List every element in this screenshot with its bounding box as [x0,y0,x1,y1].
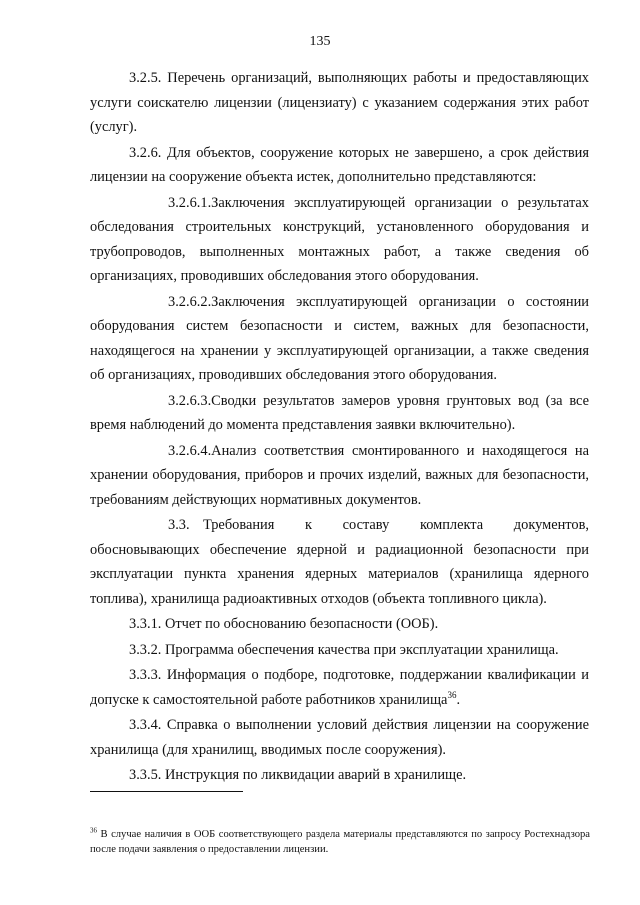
paragraph-3-3 [90,513,589,611]
footnote [90,827,590,857]
document-body [90,66,589,788]
paragraph-text: Требования к составу комплекта документов, обосновывающих обеспечение ядерной и радиационной безопасности при эксплуатации пункта хранения ядерных материалов (хранилища ядерного топлива), хранилища радиоактивных отходов (объекта топливного цикла). [90,517,589,607]
paragraph-3-2-6-2 [90,290,589,388]
paragraph-text: Заключения эксплуатирующей организации о результатах обследования строительных конструкций, установленного оборудования и трубопроводов, выполненных монтажных работ, а также сведения об организациях, проводивших обследования этого оборудования. [90,194,589,284]
paragraph-text: Сводки результатов замеров уровня грунтовых вод (за все время наблюдений до момента представления заявки включительно). [90,392,589,433]
paragraph-number: 3.3. [168,517,190,533]
paragraph-3-3-1: 3.3.1. Отчет по обоснованию безопасности (ООБ). [129,616,439,632]
paragraph-3-2-6: 3.2.6. Для объектов, сооружение которых не завершено, а срок действия лицензии на сооружение объекта истек, дополнительно представляются: [90,144,589,185]
paragraph-tail: . [456,691,461,708]
paragraph-number: 3.2.6.2. [168,293,212,310]
footnote-text: В случае наличия в ООБ соответствующего раздела материалы представляются по запросу Ростехнадзора после подачи заявления о предоставлении лицензии. [90,829,590,855]
paragraph-number: 3.2.6.1. [168,194,212,211]
page-number: 135 [309,34,331,49]
footnote-marker: 36 [90,826,97,835]
paragraph-3-3-3 [90,663,589,712]
paragraph-text: 3.3.3. Информация о подборе, подготовке, поддержании квалификации и допуске к самостоятельной работе работников хранилища [90,667,589,708]
paragraph-3-3-4: 3.3.4. Справка о выполнении условий действия лицензии на сооружение хранилища (для хранилищ, вводимых после сооружения). [90,717,589,758]
paragraph-3-3-5: 3.3.5. Инструкция по ликвидации аварий в хранилище. [129,767,467,783]
paragraph-number: 3.2.6.4. [168,442,212,459]
paragraph-3-2-6-3 [90,389,589,438]
footnote-reference[interactable]: 36 [447,689,457,700]
paragraph-text: Заключения эксплуатирующей организации о состоянии оборудования систем безопасности и систем, важных для безопасности, находящегося на хранении у эксплуатирующей организации, а также сведения об организациях, проводивших обследования этого оборудования. [90,293,589,383]
paragraph-3-2-6-4 [90,439,589,513]
footnote-divider [90,791,243,792]
paragraph-3-2-5: 3.2.5. Перечень организаций, выполняющих работы и предоставляющих услуги соискателю лицензии (лицензиату) с указанием содержания этих работ (услуг). [90,70,589,135]
paragraph-3-3-2: 3.3.2. Программа обеспечения качества при эксплуатации хранилища. [129,641,559,658]
paragraph-3-2-6-1 [90,191,589,289]
paragraph-number: 3.2.6.3. [168,392,212,409]
paragraph-text: Анализ соответствия смонтированного и находящегося на хранении оборудования, приборов и прочих изделий, важных для безопасности, требованиям действующих нормативных документов. [90,442,589,508]
